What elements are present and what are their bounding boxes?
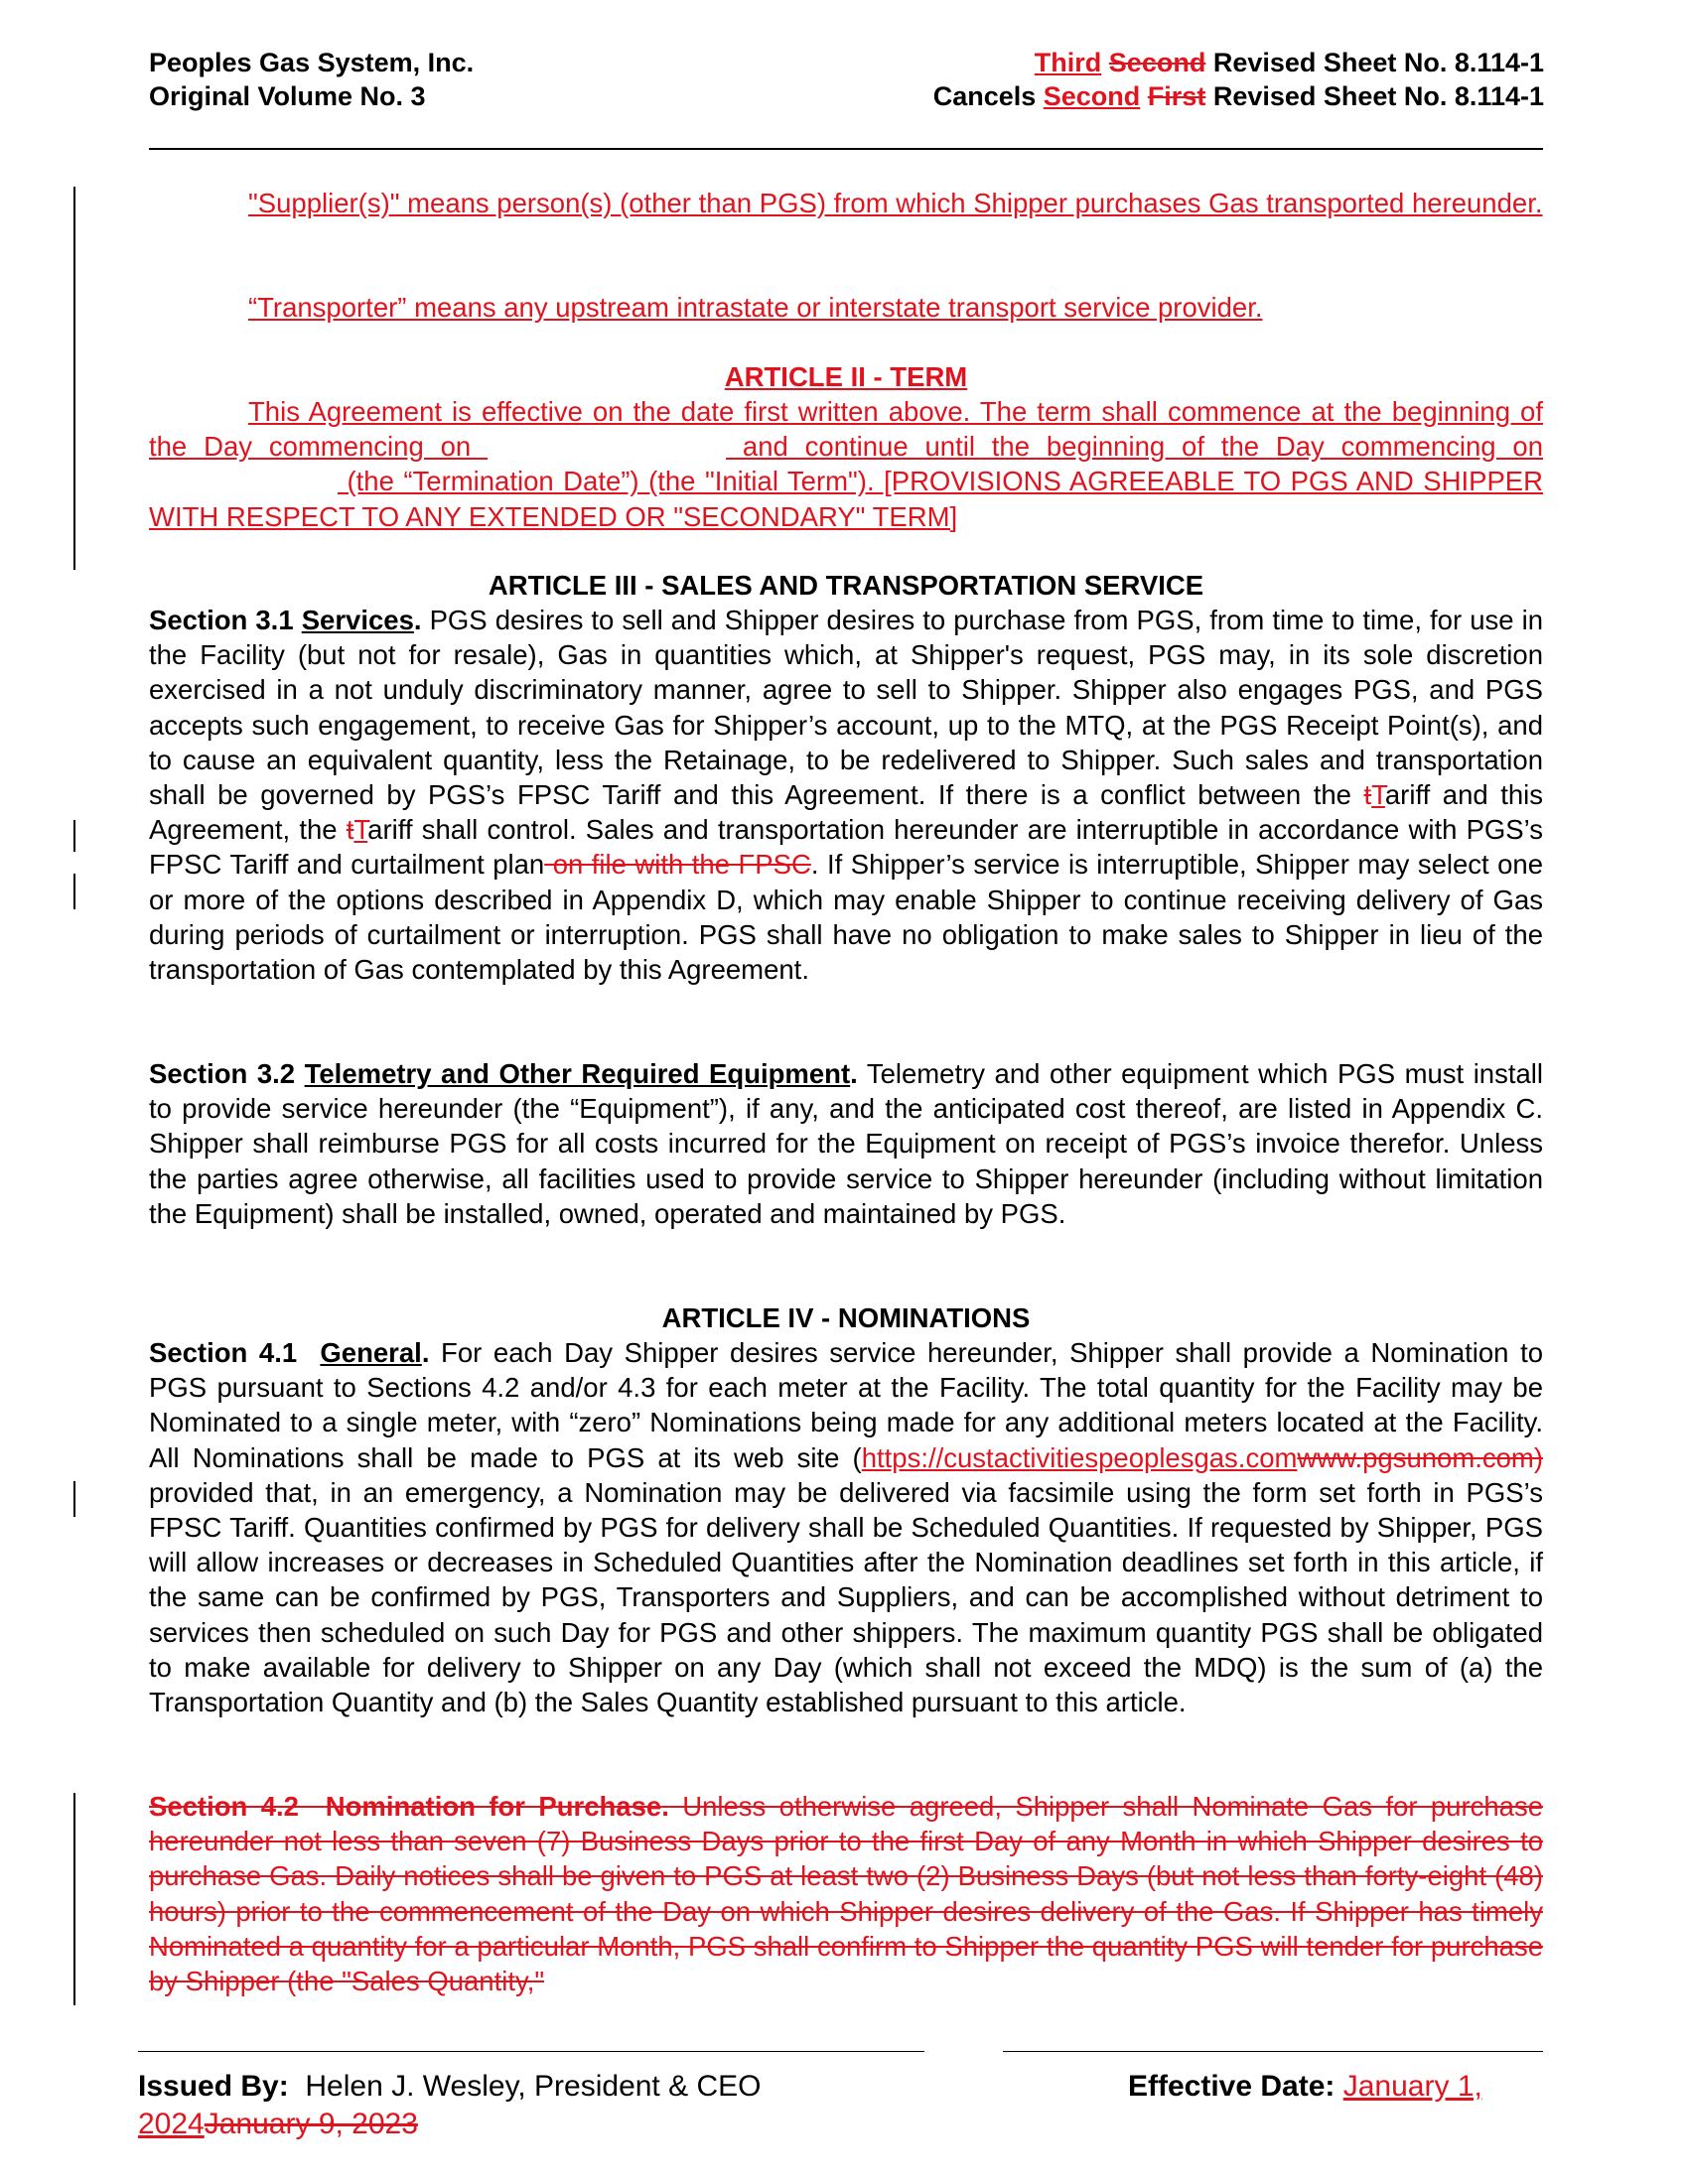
section-title: Telemetry and Other Required Equipment bbox=[304, 1058, 851, 1089]
effective-date bbox=[1128, 2067, 1482, 2107]
sheet-inserted: Third bbox=[1034, 48, 1102, 77]
section-3-2: Section 3.2 Telemetry and Other Required Equipment. Telemetry and other equipment which PGS must install to provide service hereunder (the “Equipment”), if any, and the anticipated cost thereof, are listed in Appendix C. Shipper shall reimburse PGS for all costs incurred for the Equipment on receipt of PGS’s invoice therefor. Unless the parties agree otherwise, all facilities used to provide service to Shipper hereunder (including without limitation the Equipment) shall be installed, owned, operated and maintained by PGS. bbox=[149, 1058, 1543, 1229]
section-label: Section 4.2 bbox=[149, 1791, 299, 1822]
change-bar bbox=[73, 1793, 75, 2005]
header-rule bbox=[149, 148, 1543, 150]
effective-date-line2 bbox=[138, 2105, 418, 2144]
cancels-deleted: First bbox=[1147, 81, 1206, 111]
article-iv-heading: ARTICLE IV - NOMINATIONS bbox=[661, 1302, 1031, 1333]
change-bar bbox=[73, 187, 75, 570]
section-title: General bbox=[320, 1337, 422, 1368]
change-bar bbox=[73, 820, 75, 852]
company-name: Peoples Gas System, Inc. bbox=[149, 48, 475, 77]
effective-date-deleted: January 9, 2023 bbox=[204, 2108, 418, 2140]
header-left bbox=[149, 46, 474, 113]
effective-label: Effective Date: bbox=[1128, 2070, 1336, 2103]
article-ii-heading: ARTICLE II - TERM bbox=[724, 361, 968, 392]
volume-number: Original Volume No. 3 bbox=[149, 81, 426, 111]
section-4-1: Section 4.1 General. For each Day Shipper desires service hereunder, Shipper shall provide a Nomination to PGS pursuant to Sections 4.2 and/or 4.3 for each meter at the Facility. The total quantity for the Facility may be Nominated to a single meter, with “zero” Nominations being made for any additional meters located at the Facility. All Nominations shall be made to PGS at its web site (https://custactivitiespeoplesgas.comwww.pgsunom.com) provided that, in an emergency, a Nomination may be delivered via facsimile using the form set forth in PGS’s FPSC Tariff. Quantities confirmed by PGS for delivery shall be Scheduled Quantities. If requested by Shipper, PGS will allow increases or decreases in Scheduled Quantities after the Nomination deadlines set forth in this article, if the same can be confirmed by PGS, Transporters and Suppliers, and can be accomplished without detriment to services then scheduled on such Day for PGS and other shippers. The maximum quantity PGS shall be obligated to make available for delivery to Shipper on any Day (which shall not exceed the MDQ) is the sum of (a) the Transportation Quantity and (b) the Sales Quantity established pursuant to this article. bbox=[149, 1337, 1543, 1718]
footer-rule-left bbox=[138, 2051, 924, 2052]
issued-by bbox=[138, 2067, 761, 2107]
section-label: Section 3.2 bbox=[149, 1058, 296, 1089]
sheet-number bbox=[933, 46, 1544, 79]
section-title: Nomination for Purchase bbox=[325, 1791, 662, 1822]
issued-label: Issued By: bbox=[138, 2070, 289, 2103]
footer-rule-right bbox=[1003, 2051, 1543, 2052]
deleted-text: on file with the FPSC bbox=[544, 849, 811, 881]
header-right bbox=[933, 46, 1544, 113]
issued-name: Helen J. Wesley, President & CEO bbox=[288, 2070, 762, 2103]
section-3-1: Section 3.1 Services. PGS desires to sell and Shipper desires to purchase from PGS, from time to time, for use in the Facility (but not for resale), Gas in quantities which, at Shipper's request, PGS may, in its sole discretion exercised in a not unduly discriminatory manner, agree to sell to Shipper. Shipper also engages PGS, and PGS accepts such engagement, to receive Gas for Shipper’s account, up to the MTQ, at the PGS Receipt Point(s), and to cause an equivalent quantity, less the Retainage, to be redelivered to Shipper. Such sales and transportation shall be governed by PGS’s FPSC Tariff and this Agreement. If there is a conflict between the tTariff and this Agreement, the tTariff shall control. Sales and transportation hereunder are interruptible in accordance with PGS’s FPSC Tariff and curtailment plan on file with the FPSC. If Shipper’s service is interruptible, Shipper may select one or more of the options described in Appendix D, which may enable Shipper to continue receiving delivery of Gas during periods of curtailment or interruption. PGS shall have no obligation to make sales to Shipper in lieu of the transportation of Gas contemplated by this Agreement. bbox=[149, 605, 1544, 986]
section-label: Section 3.1 bbox=[149, 605, 294, 635]
article-ii-term-text: This Agreement is effective on the date first written above. The term shall commence at the beginning of the Day commencing on and continue until the beginning of the Day commencing on (the “Termination Date”) (the "Initial Term"). [PROVISIONS AGREEABLE TO PGS AND SHIPPER WITH RESPECT TO ANY EXTENDED OR "SECONDARY" TERM] bbox=[149, 396, 1544, 532]
effective-date-inserted: January 1, bbox=[1342, 2070, 1482, 2103]
sheet-deleted: Second bbox=[1108, 48, 1206, 77]
effective-year-inserted: 2024 bbox=[138, 2108, 205, 2140]
section-title: Services bbox=[301, 605, 414, 635]
definition-suppliers: "Supplier(s)" means person(s) (other than PGS) from which Shipper purchases Gas transported hereunder. bbox=[248, 188, 1543, 218]
nomination-url-deleted: www.pgsunom.com) bbox=[1297, 1441, 1543, 1473]
nomination-url-inserted: https://custactivitiespeoplesgas.com bbox=[861, 1441, 1298, 1473]
change-bar bbox=[73, 874, 75, 909]
sheet-rest: Revised Sheet No. 8.114-1 bbox=[1205, 48, 1544, 77]
definition-transporter: “Transporter” means any upstream intrastate or interstate transport service provider. bbox=[248, 292, 1263, 323]
section-4-2-deleted: Section 4.2 Nomination for Purchase. Unless otherwise agreed, Shipper shall Nominate Gas for purchase hereunder not less than seven (7) Business Days prior to the first Day of any Month in which Shipper desires to purchase Gas. Daily notices shall be given to PGS at least two (2) Business Days (but not less than forty-eight (48) hours) prior to the commencement of the Day on which Shipper desires delivery of the Gas. If Shipper has timely Nominated a quantity for a particular Month, PGS shall confirm to Shipper the quantity PGS will tender for purchase by Shipper (the "Sales Quantity," bbox=[149, 1791, 1543, 1997]
section-label: Section 4.1 bbox=[149, 1337, 298, 1368]
change-bar bbox=[73, 1481, 75, 1517]
cancels-sheet: Cancels Second First Revised Sheet No. 8.114-1 bbox=[932, 81, 1544, 111]
cancels-inserted: Second bbox=[1043, 81, 1141, 111]
article-iii-heading: ARTICLE III - SALES AND TRANSPORTATION SERVICE bbox=[488, 570, 1204, 601]
